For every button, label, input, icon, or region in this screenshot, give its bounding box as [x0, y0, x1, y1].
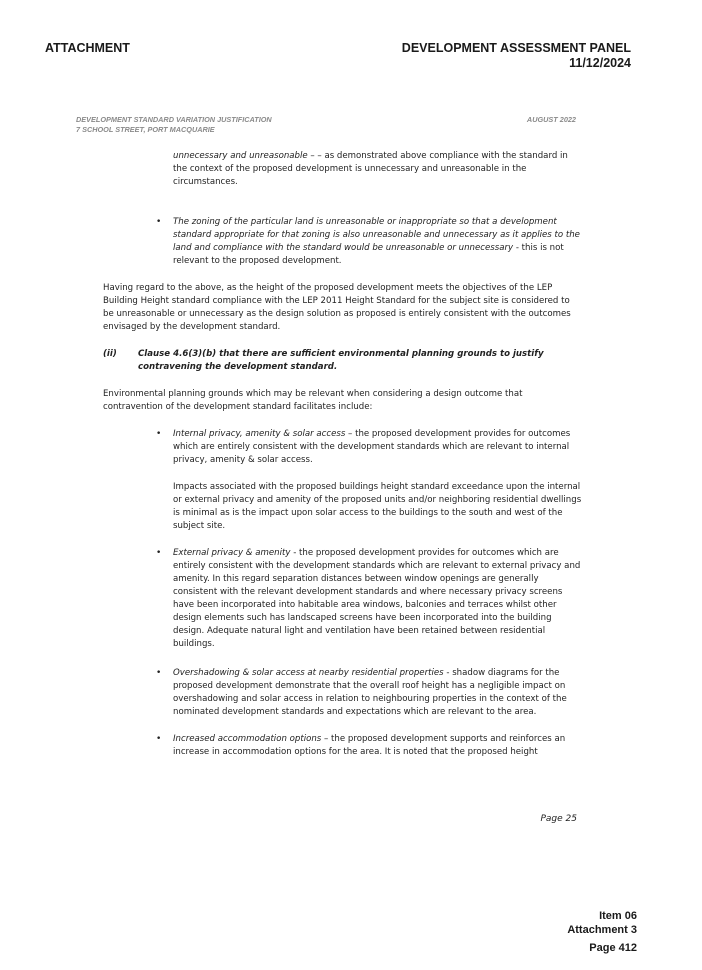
document-header: [76, 115, 272, 134]
footer-item: Item 06: [599, 910, 637, 922]
bullet-text: – the proposed development provides for outcomes which are entirely consistent with the development standards which are relevant to internal privacy, amenity & solar access.: [173, 429, 571, 465]
paragraph-grounds: Environmental planning grounds which may be relevant when considering a design outcome that contravention of the development standard facilitates include:: [103, 389, 523, 412]
bullet-text: – the proposed development supports and reinforces an increase in accommodation options for the area. It is noted that the proposed height: [173, 734, 566, 757]
clause-number: (ii): [103, 349, 117, 359]
bullet-text: - the proposed development provides for outcomes which are entirely consistent with the development standards which are relevant to external privacy and amenity. In this regard separation distances between window openings are generally consistent with the relevant development standards and where necessary privacy screens have been incorporated into habitable area windows, balconies and terraces whilst other design elements such has landscaped screens have been incorporated into the building design. Adequate natural light and ventilation have been retained between residential buildings.: [173, 548, 581, 649]
clause-heading: Clause 4.6(3)(b) that there are sufficient environmental planning grounds to justify contravening the development standard.: [138, 349, 544, 372]
attachment-label: ATTACHMENT: [45, 41, 130, 55]
bullet-italic: Overshadowing & solar access at nearby residential properties: [173, 668, 444, 678]
bullet-accommodation: [173, 733, 583, 759]
bullet-text: - this is not relevant to the proposed development.: [173, 243, 564, 266]
page-number: Page 25: [540, 814, 577, 824]
bullet-glyph: •: [156, 217, 162, 227]
footer-attachment: Attachment 3: [567, 924, 637, 936]
paragraph-regard: Having regard to the above, as the height of the proposed development meets the objectives of the LEP Building Height standard compliance with the LEP 2011 Height Standard for the subject site is considered to be unreasonable or unnecessary as the design solution as proposed is entirely consistent with the outcomes envisaged by the development standard.: [103, 283, 571, 332]
panel-date: 11/12/2024: [569, 56, 631, 70]
bullet-text: - shadow diagrams for the proposed development demonstrate that the overall roof height has a negligible impact on overshadowing and solar access in relation to neighbouring properties in the context of the nominated development standards and expectations which are relevant to the area.: [173, 668, 567, 717]
bullet-italic: External privacy & amenity: [173, 548, 291, 558]
bullet-internal: [173, 428, 583, 467]
panel-header: [402, 41, 631, 71]
paragraph-italic: unnecessary and unreasonable: [173, 151, 308, 161]
footer-page: Page 412: [589, 942, 637, 954]
bullet-italic: Increased accommodation options: [173, 734, 322, 744]
bullet-glyph: •: [156, 734, 162, 744]
footer-block: [567, 909, 637, 937]
document-date: AUGUST 2022: [526, 115, 576, 124]
paragraph-unnecessary: [173, 150, 583, 189]
paragraph-text: – – as demonstrated above compliance with the standard in the context of the proposed development is unnecessary and unreasonable in the circumstances.: [173, 151, 568, 187]
bullet-italic: The zoning of the particular land is unreasonable or inappropriate so that a development standard appropriate for that zoning is also unreasonable and unnecessary as it applies to the land and compliance with the standard would be unreasonable or unnecessary: [173, 217, 580, 253]
panel-title: DEVELOPMENT ASSESSMENT PANEL: [401, 41, 631, 55]
paragraph-impacts: Impacts associated with the proposed buildings height standard exceedance upon the internal or external privacy and amenity of the proposed units and/or neighboring residential dwellings is minimal as is the impact upon solar access to the buildings to the south and west of the subject site.: [173, 482, 582, 531]
bullet-italic: Internal privacy, amenity & solar access: [173, 429, 346, 439]
bullet-glyph: •: [156, 548, 162, 558]
document-title: DEVELOPMENT STANDARD VARIATION JUSTIFICATION: [76, 115, 272, 124]
bullet-external: [173, 547, 583, 651]
bullet-zoning: [173, 216, 583, 268]
document-address: 7 SCHOOL STREET, PORT MACQUARIE: [76, 124, 215, 134]
bullet-glyph: •: [156, 668, 162, 678]
bullet-overshadowing: [173, 667, 583, 719]
bullet-glyph: •: [156, 429, 162, 439]
